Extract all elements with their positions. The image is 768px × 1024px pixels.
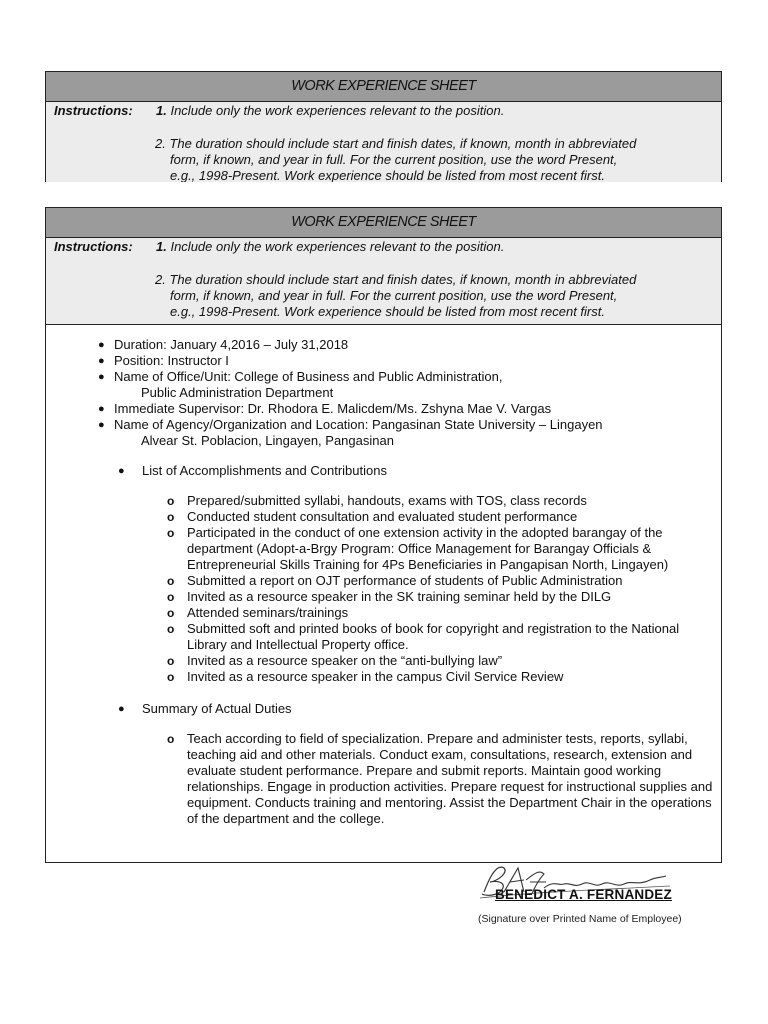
- work-experience-sheet-header-partial: [45, 71, 722, 182]
- duties-heading: [46, 701, 721, 717]
- sheet-title: WORK EXPERIENCE SHEET: [46, 72, 721, 102]
- instruction-2: [54, 272, 713, 320]
- circle-bullet-icon: o: [167, 574, 175, 588]
- instruction-2: [54, 136, 713, 182]
- instructions-box: [46, 102, 721, 182]
- job-details-list: [46, 337, 721, 449]
- list-item: [167, 669, 721, 685]
- duties-list: [46, 731, 721, 827]
- list-item-text: Invited as a resource speaker in the SK training seminar held by the DILG: [187, 589, 612, 604]
- duties-heading-text: Summary of Actual Duties: [142, 701, 292, 716]
- list-item: [167, 525, 721, 573]
- instruction-text-line1: The duration should include start and finish dates, if known, month in abbreviated: [169, 136, 637, 151]
- list-item: [167, 605, 721, 621]
- instruction-text-line3: e.g., 1998-Present. Work experience should be listed from most recent first.: [170, 304, 605, 319]
- instructions-label: Instructions:: [54, 103, 133, 118]
- circle-bullet-icon: o: [167, 732, 175, 746]
- work-experience-sheet: [45, 207, 722, 863]
- list-item-text: Invited as a resource speaker in the campus Civil Service Review: [187, 669, 564, 684]
- list-item: [167, 493, 721, 509]
- list-item: [167, 621, 721, 653]
- circle-bullet-icon: o: [167, 526, 175, 540]
- list-item-text: Invited as a resource speaker on the “anti-bullying law”: [187, 653, 503, 668]
- list-item-text: Attended seminars/trainings: [187, 605, 349, 620]
- bullet-icon: ●: [118, 465, 125, 477]
- office-text-line2: Public Administration Department: [141, 385, 334, 400]
- instruction-number: 1.: [156, 103, 167, 118]
- duration-item: [98, 337, 721, 353]
- bullet-icon: ●: [98, 355, 105, 367]
- agency-text-line2: Alvear St. Poblacion, Lingayen, Pangasinan: [141, 433, 394, 448]
- list-item-text: Prepared/submitted syllabi, handouts, exams with TOS, class records: [187, 493, 587, 508]
- office-text-line1: Name of Office/Unit: College of Business and Public Administration,: [114, 369, 503, 384]
- circle-bullet-icon: o: [167, 590, 175, 604]
- sheet-title: WORK EXPERIENCE SHEET: [46, 208, 721, 238]
- instruction-text-line2: form, if known, and year in full. For the current position, use the word Present,: [170, 288, 618, 303]
- signature-block: [470, 860, 730, 930]
- instructions-box: [46, 238, 721, 325]
- list-item: [167, 589, 721, 605]
- instruction-1: [54, 239, 713, 255]
- employee-printed-name: BENEDICT A. FERNANDEZ: [495, 887, 672, 902]
- instruction-number: 2.: [155, 272, 166, 287]
- list-item: [167, 573, 721, 589]
- instruction-text-line2: form, if known, and year in full. For the current position, use the word Present,: [170, 152, 618, 167]
- accomplishments-heading-text: List of Accomplishments and Contributions: [142, 463, 387, 478]
- office-item: [98, 369, 721, 401]
- duration-text: Duration: January 4,2016 – July 31,2018: [114, 337, 349, 352]
- agency-text-line1: Name of Agency/Organization and Location: Pangasinan State University – Lingayen: [114, 417, 603, 432]
- circle-bullet-icon: o: [167, 494, 175, 508]
- instruction-text-line1: The duration should include start and finish dates, if known, month in abbreviated: [169, 272, 637, 287]
- instruction-text: Include only the work experiences relevant to the position.: [170, 103, 505, 118]
- instruction-number: 2.: [155, 136, 166, 151]
- instructions-label: Instructions:: [54, 239, 133, 254]
- circle-bullet-icon: o: [167, 654, 175, 668]
- circle-bullet-icon: o: [167, 606, 175, 620]
- bullet-icon: ●: [98, 371, 105, 383]
- accomplishments-heading: [46, 463, 721, 479]
- circle-bullet-icon: o: [167, 670, 175, 684]
- position-text: Position: Instructor I: [114, 353, 229, 368]
- instruction-text-line3: e.g., 1998-Present. Work experience should be listed from most recent first.: [170, 168, 605, 182]
- duties-text: Teach according to field of specialization. Prepare and administer tests, reports, syllabi, teaching aid and other materials. Conduct exam, consultations, research, extension and evaluate student performance. Prepare and submit reports. Maintain good working relationships. Engage in production activities. Prepare request for instructional supplies and equipment. Conducts training and mentoring. Assist the Department Chair in the operations of the department and the college.: [187, 731, 713, 826]
- bullet-icon: ●: [98, 339, 105, 351]
- list-item-text: Submitted soft and printed books of book for copyright and registration to the National Library and Intellectual Property office.: [187, 621, 680, 652]
- instruction-1: [54, 103, 713, 119]
- bullet-icon: ●: [118, 703, 125, 715]
- list-item: [167, 731, 721, 827]
- list-item-text: Participated in the conduct of one extension activity in the adopted barangay of the department (Adopt-a-Brgy Program: Office Management for Barangay Officials & Entrepreneurial Skills Training for 4Ps Beneficiaries in Pangapisan North, Lingayen): [187, 525, 669, 572]
- sheet-body: [46, 325, 721, 827]
- instruction-number: 1.: [156, 239, 167, 254]
- list-item: [167, 509, 721, 525]
- bullet-icon: ●: [98, 419, 105, 431]
- accomplishments-list: [46, 493, 721, 685]
- circle-bullet-icon: o: [167, 510, 175, 524]
- supervisor-text: Immediate Supervisor: Dr. Rhodora E. Malicdem/Ms. Zshyna Mae V. Vargas: [114, 401, 552, 416]
- agency-item: [98, 417, 721, 449]
- signature-caption: (Signature over Printed Name of Employee): [478, 913, 682, 925]
- instruction-text: Include only the work experiences relevant to the position.: [170, 239, 505, 254]
- circle-bullet-icon: o: [167, 622, 175, 636]
- list-item-text: Submitted a report on OJT performance of students of Public Administration: [187, 573, 623, 588]
- list-item-text: Conducted student consultation and evaluated student performance: [187, 509, 578, 524]
- position-item: [98, 353, 721, 369]
- supervisor-item: [98, 401, 721, 417]
- bullet-icon: ●: [98, 403, 105, 415]
- list-item: [167, 653, 721, 669]
